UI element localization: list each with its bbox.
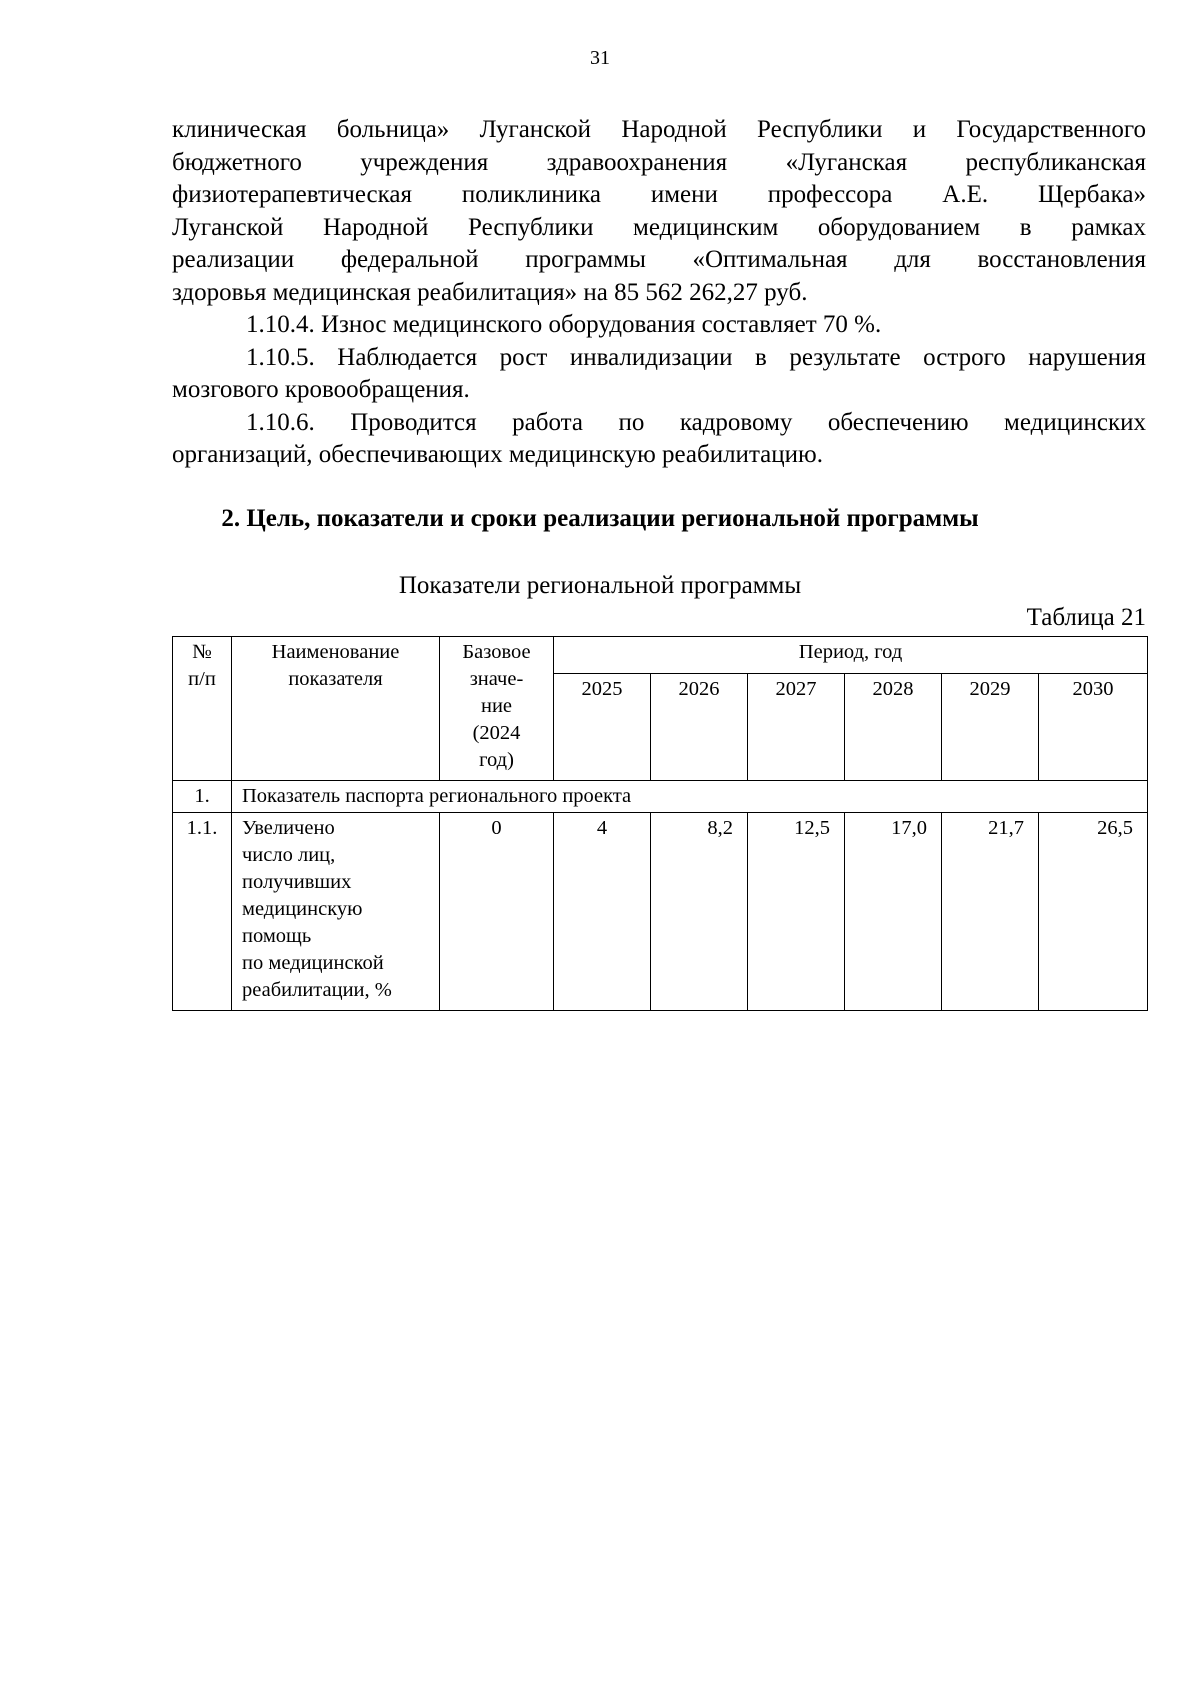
row-year-value: 8,2: [651, 813, 748, 1011]
header-base-line: значе-: [469, 668, 524, 690]
paragraph-1-10-4: 1.10.4. Износ медицинского оборудования составляет 70 %.: [246, 311, 882, 338]
indicator-name-line: получивших: [242, 871, 352, 893]
row-year-value: 21,7: [942, 813, 1039, 1011]
indicator-name-line: по медицинской: [242, 952, 384, 974]
header-year: 2029: [942, 674, 1039, 781]
row-base-value: 0: [440, 813, 554, 1011]
row-indicator-name: [232, 813, 440, 1011]
table-caption: Показатели региональной программы: [398, 572, 802, 599]
header-year: 2027: [748, 674, 845, 781]
header-year: 2028: [845, 674, 942, 781]
header-year: 2030: [1039, 674, 1148, 781]
paragraph-line: клиническая больница» Луганской Народной Республики и Государственного: [172, 116, 1146, 143]
indicators-table: [172, 636, 1148, 1011]
row-num: 1.1.: [173, 813, 232, 1011]
header-base-line: Базовое: [462, 641, 531, 663]
page-number: 31: [590, 47, 610, 69]
row-year-value: 12,5: [748, 813, 845, 1011]
indicator-name-line: Увеличено: [242, 817, 335, 839]
header-year: 2026: [651, 674, 748, 781]
row-section-title: Показатель паспорта регионального проекта: [232, 781, 1148, 813]
header-num-line: п/п: [188, 668, 216, 690]
body-text: [172, 114, 1146, 472]
paragraph-line: бюджетного учреждения здравоохранения «Луганская республиканская: [172, 148, 1146, 176]
paragraph-1-10-6-line: организаций, обеспечивающих медицинскую реабилитацию.: [172, 441, 823, 468]
row-year-value: 26,5: [1039, 813, 1148, 1011]
paragraph-line: Луганской Народной Республики медицинским оборудованием в рамках: [172, 213, 1146, 241]
paragraph-1-10-5-line: 1.10.5. Наблюдается рост инвалидизации в результате острого нарушения: [246, 343, 1146, 371]
paragraph-1-10-6-line: 1.10.6. Проводится работа по кадровому обеспечению медицинских: [246, 408, 1146, 436]
indicator-name-line: число лиц,: [242, 844, 336, 866]
header-base-line: год): [479, 749, 514, 771]
table-row: [173, 781, 1148, 813]
table-number: Таблица 21: [1026, 604, 1146, 631]
header-base: [440, 637, 554, 781]
header-base-line: ние: [480, 695, 513, 717]
indicator-name-line: помощь: [242, 925, 312, 947]
header-base-line: (2024: [472, 722, 521, 744]
table-header-row: [173, 637, 1148, 674]
table-row: [173, 813, 1148, 1011]
paragraph-line: здоровья медицинская реабилитация» на 85 562 262,27 руб.: [172, 278, 808, 306]
paragraph-1-10-5-line: мозгового кровообращения.: [172, 376, 470, 403]
paragraph-line: физиотерапевтическая поликлиника имени профессора А.Е. Щербака»: [172, 181, 1146, 208]
indicator-name-line: медицинскую: [242, 898, 363, 920]
row-num: 1.: [173, 781, 232, 813]
header-num-line: №: [192, 641, 212, 663]
indicator-name-line: реабилитации, %: [242, 979, 392, 1001]
header-num: [173, 637, 232, 781]
header-name: [232, 637, 440, 781]
header-name-line: показателя: [288, 668, 383, 690]
section-heading: 2. Цель, показатели и сроки реализации региональной программы: [221, 505, 979, 532]
row-year-value: 17,0: [845, 813, 942, 1011]
header-period: Период, год: [554, 637, 1148, 674]
header-year: 2025: [554, 674, 651, 781]
paragraph-line: реализации федеральной программы «Оптимальная для восстановления: [172, 246, 1146, 273]
row-year-value: 4: [554, 813, 651, 1011]
header-name-line: Наименование: [271, 641, 400, 663]
